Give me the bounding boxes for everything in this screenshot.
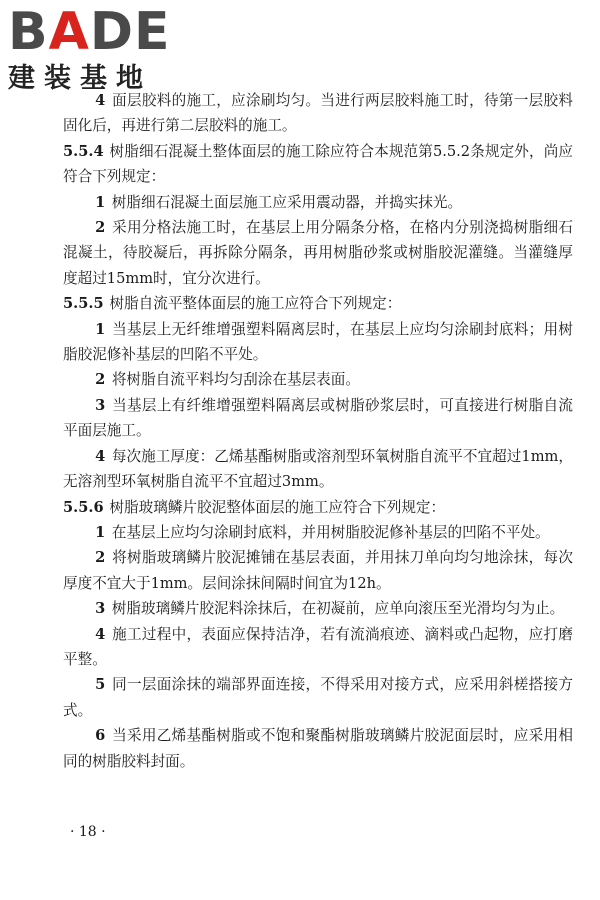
paragraph-item: 2 将树脂玻璃鳞片胶泥摊铺在基层表面，并用抹刀单向均匀地涂抹，每次厚度不宜大于1mm。层间涂抹间隔时间宜为12h。 bbox=[63, 549, 573, 592]
paragraph-item: 1 在基层上应均匀涂刷封底料，并用树脂胶泥修补基层的凹陷不平处。 bbox=[95, 523, 550, 541]
logo-chinese-name: 建装基地 bbox=[8, 63, 152, 94]
paragraph-item: 1 当基层上无纤维增强塑料隔离层时，在基层上应均匀涂刷封底料；用树脂胶泥修补基层的凹陷不平处。 bbox=[63, 320, 573, 364]
bade-logo bbox=[8, 2, 178, 94]
paragraph-item: 5 同一层面涂抹的端部界面连接，不得采用对接方式，应采用斜槎搭接方式。 bbox=[63, 676, 573, 719]
paragraph-item: 4 施工过程中，表面应保持洁净，若有流淌痕迹、滴料或凸起物，应打磨平整。 bbox=[63, 625, 573, 668]
section-clause-5-5-5: 5.5.5 树脂自流平整体面层的施工应符合下列规定： bbox=[63, 295, 402, 313]
paragraph-item: 2 将树脂自流平料均匀刮涂在基层表面。 bbox=[95, 371, 360, 389]
paragraph-item: 4 面层胶料的施工，应涂刷均匀。当进行两层胶料施工时，待第一层胶料固化后，再进行第二层胶料的施工。 bbox=[63, 92, 573, 135]
section-clause-5-5-6: 5.5.6 树脂玻璃鳞片胶泥整体面层的施工应符合下列规定： bbox=[63, 498, 446, 516]
logo-letter-a: A bbox=[48, 2, 90, 62]
paragraph-item: 1 树脂细石混凝土面层施工应采用震动器，并捣实抹光。 bbox=[95, 193, 463, 211]
paragraph-item: 3 树脂玻璃鳞片胶泥料涂抹后，在初凝前，应单向滚压至光滑均匀为止。 bbox=[95, 600, 565, 618]
paragraph-item: 6 当采用乙烯基酯树脂或不饱和聚酯树脂玻璃鳞片胶泥面层时，应采用相同的树脂胶料封面。 bbox=[63, 727, 573, 770]
logo-letters-de: DE bbox=[89, 2, 171, 62]
document-body bbox=[63, 88, 573, 774]
paragraph-item: 2 采用分格法施工时，在基层上用分隔条分格，在格内分别浇捣树脂细石混凝土，待胶凝后，再拆除分隔条，再用树脂砂浆或树脂胶泥灌缝。当灌缝厚度超过15mm时，宜分次进行。 bbox=[63, 219, 573, 287]
paragraph-item: 3 当基层上有纤维增强塑料隔离层或树脂砂浆层时，可直接进行树脂自流平面层施工。 bbox=[63, 396, 573, 440]
section-clause-5-5-4: 5.5.4 树脂细石混凝土整体面层的施工除应符合本规范第5.5.2条规定外，尚应符合下列规定： bbox=[63, 142, 573, 186]
logo-wordmark bbox=[8, 2, 178, 62]
logo-letter-b: B bbox=[8, 2, 49, 62]
page-number: · 18 · bbox=[70, 824, 106, 840]
paragraph-item: 4 每次施工厚度：乙烯基酯树脂或溶剂型环氧树脂自流平不宜超过1mm，无溶剂型环氧树脂自流平不宜超过3mm。 bbox=[63, 447, 573, 491]
